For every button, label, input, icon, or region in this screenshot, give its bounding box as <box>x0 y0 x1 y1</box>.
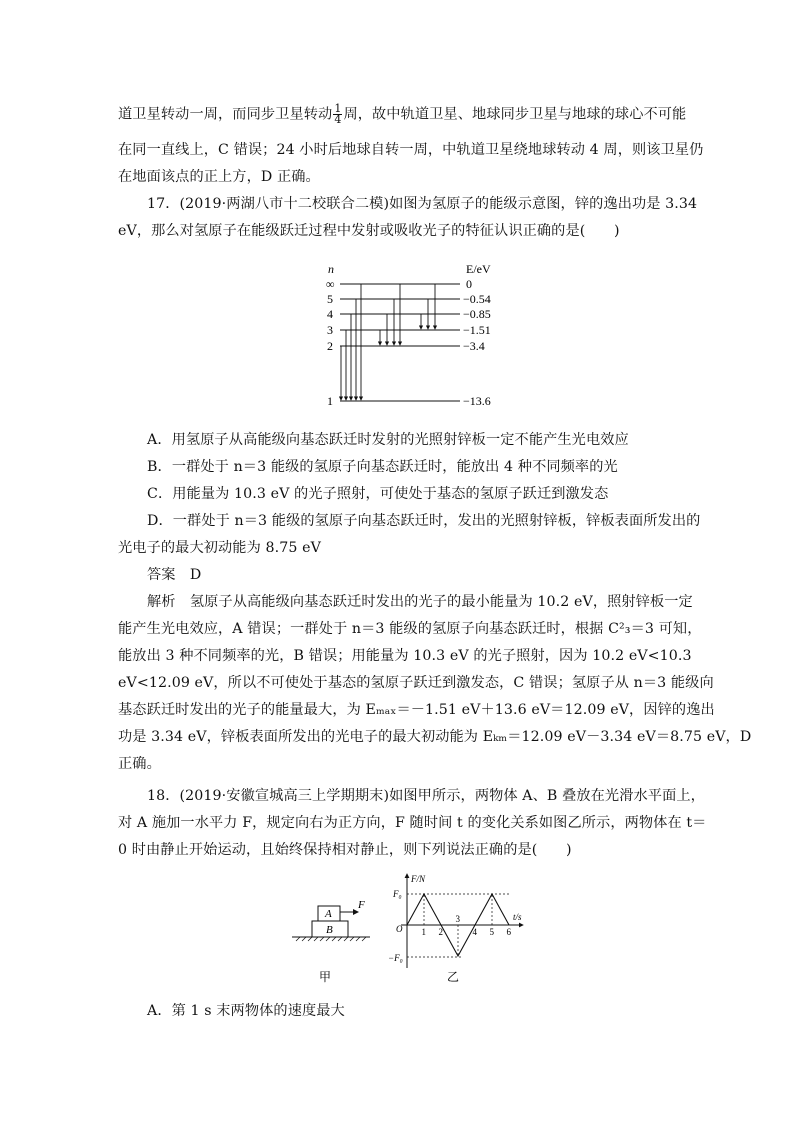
q17-option-c: C．用能量为 10.3 eV 的光子照射，可使处于基态的氢原子跃迁到激发态 <box>147 486 609 502</box>
fraction-numerator: 1 <box>334 102 342 115</box>
q18-line-1: 18．(2019·安徽宣城高三上学期期末)如图甲所示，两物体 A、B 叠放在光滑水平面上， <box>147 788 705 804</box>
level-n-3: 3 <box>327 323 333 337</box>
figure-jia <box>288 888 388 988</box>
level-inf <box>326 277 472 291</box>
intro-line-3: 在地面该点的正上方，D 正确。 <box>118 169 320 185</box>
level-e-5: −0.54 <box>463 292 491 306</box>
q17-line-2: eV，那么对氢原子在能级跃迁过程中发射或吸收光子的特征认识正确的是( ) <box>118 223 620 239</box>
transitions-to-3 <box>421 284 435 329</box>
force-label: F <box>358 899 365 911</box>
intro-text-b: 周，故中轨道卫星、地球同步卫星与地球的球心不可能 <box>343 106 687 123</box>
pos-f0-label: F₀ <box>393 889 402 899</box>
q17-option-a: A．用氢原子从高能级向基态跃迁时发射的光照射锌板一定不能产生光电效应 <box>147 432 629 448</box>
level-4 <box>327 307 491 321</box>
fraction-denominator: 4 <box>334 113 342 126</box>
q17-explanation-4: eV<12.09 eV，所以不可使处于基态的氢原子跃迁到激发态，C 错误；氢原子从 n＝3 能级向 <box>118 675 714 691</box>
figure-yi-caption: 乙 <box>447 970 460 984</box>
energy-level-diagram <box>320 260 520 410</box>
x-axis-label: t/s <box>513 912 522 922</box>
y-axis-label: F/N <box>411 874 426 884</box>
level-e-1: −13.6 <box>463 394 491 408</box>
transitions-to-ground <box>341 284 361 400</box>
ground-hatch <box>296 937 366 941</box>
intro-line-1 <box>118 102 687 126</box>
neg-f0-label: −F₀ <box>388 953 403 963</box>
origin-label: O <box>396 924 403 934</box>
q17-option-b: B．一群处于 n＝3 能级的氢原子向基态跃迁时，能放出 4 种不同频率的光 <box>147 459 618 475</box>
level-e-3: −1.51 <box>463 323 491 337</box>
block-b-label: B <box>326 924 333 936</box>
n-axis-label: n <box>328 262 334 276</box>
level-n-2: 2 <box>327 339 333 353</box>
figure-yi-chart <box>385 870 535 990</box>
level-5 <box>327 292 491 306</box>
q17-explanation-7: 正确。 <box>118 756 161 772</box>
level-n-5: 5 <box>327 292 333 306</box>
q18-line-3: 0 时由静止开始运动，且始终保持相对静止，则下列说法正确的是( ) <box>118 842 572 858</box>
level-e-4: −0.85 <box>463 307 491 321</box>
q18-line-2: 对 A 施加一水平力 F，规定向右为正方向，F 随时间 t 的变化关系如图乙所示，两物体在 t＝ <box>118 815 707 831</box>
level-n-inf: ∞ <box>326 277 335 291</box>
intro-text-a: 道卫星转动一周，而同步卫星转动 <box>118 106 333 123</box>
level-n-1: 1 <box>327 394 333 408</box>
level-n-4: 4 <box>327 307 333 321</box>
level-1 <box>327 394 491 408</box>
q17-answer: 答案 D <box>147 567 202 583</box>
q17-explanation-1: 解析 氢原子从高能级向基态跃迁时发出的光子的最小能量为 10.2 eV，照射锌板一定 <box>147 594 693 610</box>
q18-option-a: A．第 1 s 末两物体的速度最大 <box>147 1003 345 1019</box>
figure-jia-caption: 甲 <box>319 970 332 984</box>
x-tick-6: 6 <box>506 927 511 937</box>
q17-option-d-line-2: 光电子的最大初动能为 8.75 eV <box>118 540 321 556</box>
q17-explanation-2: 能产生光电效应，A 错误；一群处于 n＝3 能级的氢原子向基态跃迁时，根据 C²₃＝3 可知， <box>118 621 702 637</box>
level-e-inf: 0 <box>466 277 472 291</box>
q17-explanation-5: 基态跃迁时发出的光子的能量最大，为 Eₘₐₓ＝－1.51 eV＋13.6 eV＝12.09 eV，因锌的逸出 <box>118 702 715 718</box>
q17-option-d-line-1: D．一群处于 n＝3 能级的氢原子向基态跃迁时，发出的光照射锌板，锌板表面所发出的 <box>147 513 701 529</box>
q17-line-1: 17．(2019·两湖八市十二校联合二模)如图为氢原子的能级示意图，锌的逸出功是 3.34 <box>147 196 698 212</box>
x-tick-3: 3 <box>455 914 460 924</box>
x-tick-5: 5 <box>489 927 494 937</box>
energy-axis-label: E/eV <box>466 262 491 276</box>
intro-line-2: 在同一直线上，C 错误；24 小时后地球自转一周，中轨道卫星绕地球转动 4 周，则该卫星仍 <box>118 142 704 158</box>
level-3 <box>327 323 491 337</box>
q17-explanation-3: 能放出 3 种不同频率的光，B 错误；用能量为 10.3 eV 的光子照射，因为 10.2 eV<10.3 <box>118 648 692 664</box>
block-a-label: A <box>325 908 332 920</box>
fraction-quarter <box>333 104 342 125</box>
x-tick-4: 4 <box>472 927 477 937</box>
level-e-2: −3.4 <box>463 339 485 353</box>
x-tick-1: 1 <box>421 927 426 937</box>
x-tick-2: 2 <box>438 927 443 937</box>
q17-explanation-6: 功是 3.34 eV，锌板表面所发出的光电子的最大初动能为 Eₖₘ＝12.09 eV－3.34 eV＝8.75 eV，D <box>118 729 752 745</box>
